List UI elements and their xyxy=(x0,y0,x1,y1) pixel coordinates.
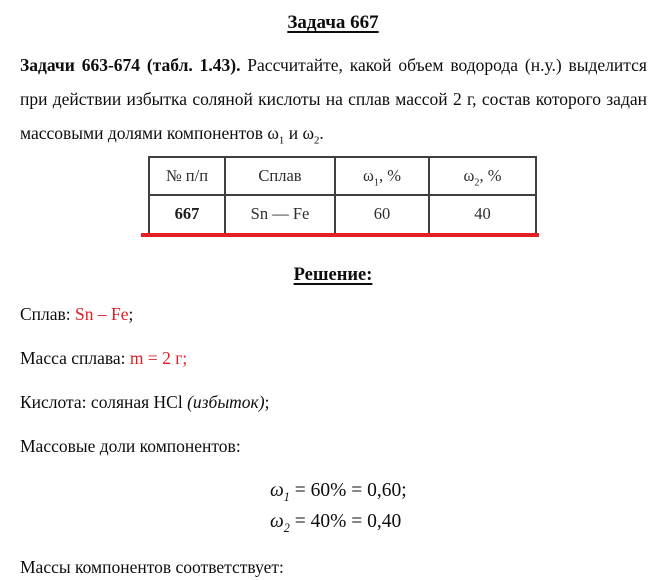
acid-tail: ; xyxy=(264,391,270,412)
omega-glyph: ω xyxy=(270,479,284,501)
omega-glyph: ω xyxy=(267,122,279,143)
cell-problem-number: 667 xyxy=(149,195,225,234)
equation-omega1 xyxy=(270,479,666,503)
mass-value: m = 2 г; xyxy=(129,347,188,368)
equation-rhs: = 40% = 0,40 xyxy=(289,510,402,532)
document-page xyxy=(0,12,666,578)
omega-1-symbol xyxy=(270,479,290,504)
header-omega1 xyxy=(335,157,429,195)
table-header-row xyxy=(149,157,536,195)
table-data-row xyxy=(149,195,536,234)
omega-2-subscript: 2 xyxy=(283,520,290,535)
red-underline xyxy=(141,233,539,237)
problem-period: . xyxy=(319,122,324,143)
omega-2-symbol xyxy=(270,510,290,535)
alloy-line xyxy=(20,304,666,325)
mass-line xyxy=(20,348,666,369)
header-omega2 xyxy=(429,157,536,195)
cell-w1: 60 xyxy=(335,195,429,234)
masses-line: Массы компонентов соответствует: xyxy=(20,556,284,577)
solution-heading: Решение: xyxy=(293,264,373,285)
omega-2-symbol xyxy=(302,122,320,147)
omega-glyph: ω xyxy=(363,165,374,185)
header-number: № п/п xyxy=(149,157,225,195)
percent-unit: , % xyxy=(479,165,502,185)
acid-excess-note: (избыток) xyxy=(187,391,265,412)
alloy-tail: ; xyxy=(128,303,134,324)
problem-conjunction: и xyxy=(284,122,303,143)
problem-text: Рассчитайте, какой объем водорода (н.у.) выделится при действии избытка соляной кислоты на сплав массой 2 г, состав которого задан массовыми долями компонентов xyxy=(20,54,647,143)
page-title: Задача 667 xyxy=(287,12,379,33)
cell-alloy: Sn — Fe xyxy=(225,195,335,234)
data-table-wrap xyxy=(148,156,537,235)
mass-label: Масса сплава: xyxy=(20,347,130,368)
alloy-label: Сплав: xyxy=(20,303,76,324)
omega-glyph: ω xyxy=(270,510,284,532)
omega-1-subscript: 1 xyxy=(283,489,290,504)
omega-1-symbol xyxy=(267,122,285,147)
omega-2-subscript: 2 xyxy=(474,177,480,189)
cell-w2: 40 xyxy=(429,195,536,234)
omega-glyph: ω xyxy=(463,165,475,185)
fractions-line: Массовые доли компонентов: xyxy=(20,435,241,456)
equation-omega2 xyxy=(270,510,666,534)
equation-rhs: = 60% = 0,60; xyxy=(289,479,407,501)
equations-block xyxy=(270,479,666,534)
percent-unit: , % xyxy=(378,165,401,185)
omega-1-subscript: 1 xyxy=(278,134,285,147)
omega-2-subscript: 2 xyxy=(314,134,320,147)
alloy-value: Sn – Fe xyxy=(75,303,129,324)
problem-statement xyxy=(20,48,647,150)
omega-glyph: ω xyxy=(302,122,314,143)
omega-1-subscript: 1 xyxy=(373,177,379,189)
problem-data-table xyxy=(148,156,537,235)
acid-label: Кислота: соляная HCl xyxy=(20,391,188,412)
acid-line xyxy=(20,392,666,413)
problem-bold-prefix: Задачи 663-674 (табл. 1.43). xyxy=(20,54,248,75)
header-alloy: Сплав xyxy=(225,157,335,195)
